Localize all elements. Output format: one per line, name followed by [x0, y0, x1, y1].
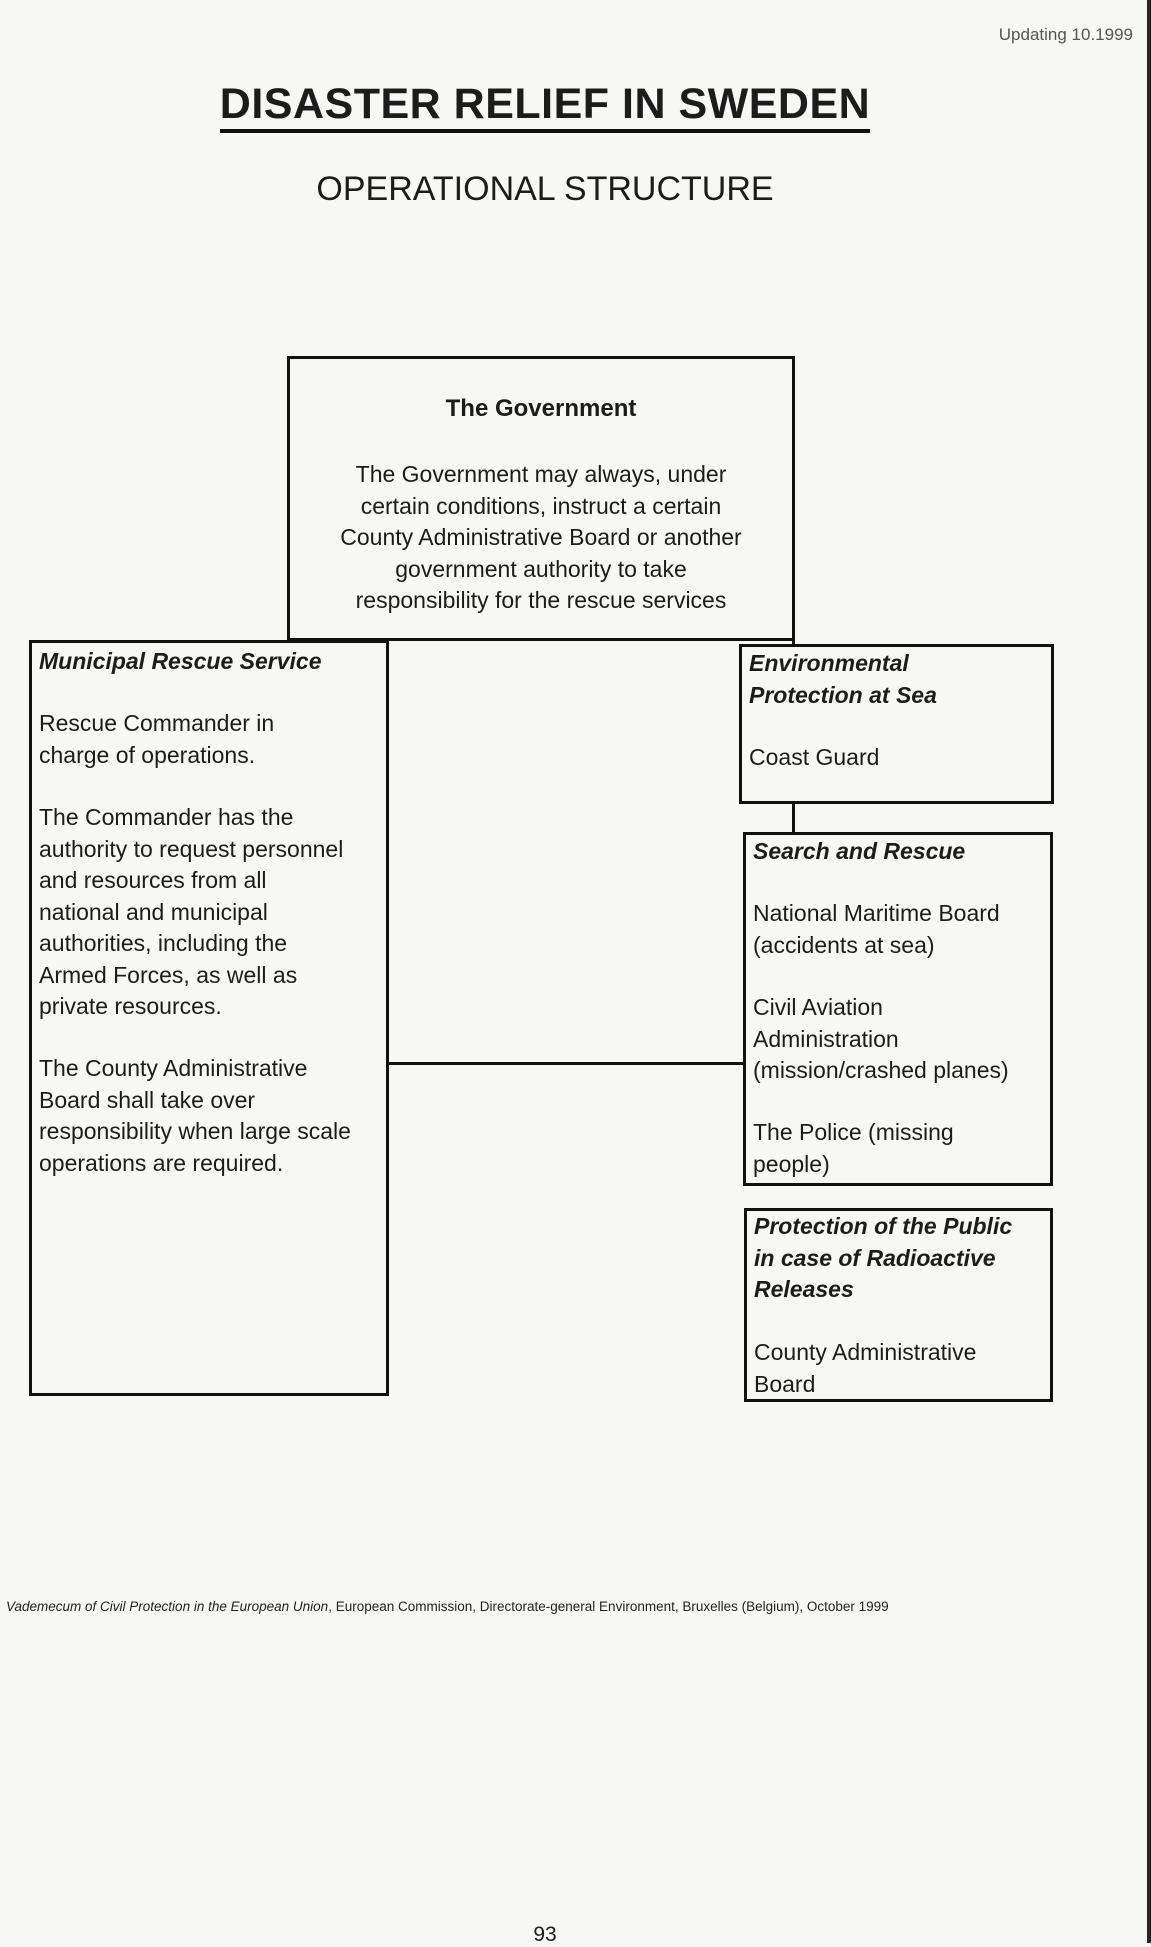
update-date: Updating 10.1999 [998, 25, 1133, 44]
citation-details: , European Commission, Directorate-general Environment, Bruxelles (Belgium), October 1999 [328, 1599, 889, 1614]
text-line: private resources. [39, 993, 222, 1019]
text-line: responsibility when large scale [39, 1118, 351, 1144]
government-line: government authority to take [395, 555, 687, 582]
text-line: in case of Radioactive [754, 1244, 996, 1271]
page-title-text: DISASTER RELIEF IN SWEDEN [220, 80, 870, 133]
text-line: Board shall take over [39, 1086, 256, 1113]
citation-title: Vademecum of Civil Protection in the European Union [6, 1599, 329, 1614]
search-and-rescue-title: Search and Rescue [753, 838, 966, 864]
text-line: National Maritime Board [753, 900, 1000, 926]
text-line: Releases [754, 1276, 854, 1302]
search-and-rescue-p2 [753, 992, 1046, 1087]
government-line: County Administrative Board or another [340, 524, 742, 550]
text-line: The Commander has the [39, 804, 294, 830]
text-line: and resources from all [39, 867, 267, 893]
citation [6, 1599, 889, 1614]
connector-env-to-search [792, 802, 795, 834]
environmental-protection-box [739, 644, 1054, 804]
government-description [300, 459, 782, 617]
text-line: Environmental [749, 650, 909, 676]
search-and-rescue-p3 [753, 1117, 1046, 1180]
environmental-protection-title [749, 648, 1047, 711]
government-line: certain conditions, instruct a certain [360, 492, 722, 519]
municipal-rescue-p1 [39, 708, 382, 771]
text-line: Armed Forces, as well as [39, 961, 298, 988]
radioactive-protection-title [754, 1211, 1046, 1306]
page-number: 93 [533, 1923, 557, 1946]
government-line: The Government may always, under [355, 461, 727, 487]
municipal-rescue-title: Municipal Rescue Service [39, 648, 322, 674]
connector-municipal-to-search [386, 1062, 743, 1065]
government-title: The Government [445, 395, 637, 422]
municipal-rescue-box [29, 640, 389, 1396]
text-line: The Police (missing [753, 1119, 954, 1145]
text-line: County Administrative [754, 1339, 977, 1365]
text-line: authorities, including the [39, 930, 288, 956]
text-line: The County Administrative [39, 1055, 308, 1081]
page-title [0, 80, 1090, 129]
text-line: operations are required. [39, 1149, 284, 1176]
text-line: Rescue Commander in [39, 710, 275, 736]
municipal-rescue-p3 [39, 1053, 382, 1179]
radioactive-protection-box [744, 1208, 1053, 1402]
text-line: authority to request personnel [39, 835, 344, 862]
text-line: charge of operations. [39, 741, 256, 768]
search-and-rescue-p1 [753, 898, 1046, 961]
government-box [287, 356, 795, 641]
text-line: Board [754, 1370, 816, 1397]
text-line: (accidents at sea) [753, 931, 935, 958]
text-line: Protection of the Public [754, 1213, 1013, 1239]
environmental-protection-body: Coast Guard [749, 744, 880, 770]
government-line: responsibility for the rescue services [355, 587, 727, 613]
search-and-rescue-box [743, 832, 1053, 1186]
text-line: people) [753, 1150, 830, 1177]
text-line: Administration [753, 1025, 899, 1052]
text-line: Civil Aviation [753, 994, 883, 1020]
text-line: (mission/crashed planes) [753, 1057, 1009, 1083]
page-subtitle: OPERATIONAL STRUCTURE [316, 170, 774, 208]
text-line: national and municipal [39, 898, 268, 925]
text-line: Protection at Sea [749, 681, 937, 708]
page-edge [1147, 0, 1151, 1943]
radioactive-protection-body [754, 1337, 1046, 1400]
municipal-rescue-p2 [39, 802, 382, 1023]
